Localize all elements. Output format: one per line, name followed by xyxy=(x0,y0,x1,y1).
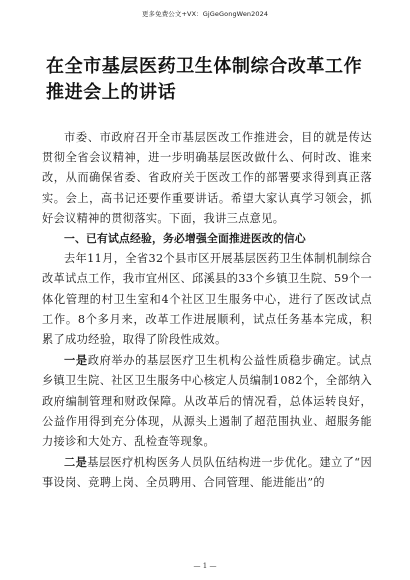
paragraph-point-one xyxy=(42,350,372,452)
point-two-lead: 二是 xyxy=(64,455,88,470)
header-note: 更多免费公文+VX：GjGeGongWen2024 xyxy=(141,10,269,18)
document-title: 在全市基层医药卫生体制综合改革工作推进会上的讲话 xyxy=(46,56,363,103)
document-body xyxy=(42,128,372,494)
page-number: — 1 — xyxy=(193,562,217,570)
intro-paragraph: 市委、市政府召开全市基层医改工作推进会，目的就是传达贯彻全省会议精神，进一步明确基层医改做什么、何时改、谁来改，从而确保省委、省政府关于医改工作的部署要求得到真正落实。会上，高书记还要作重要讲话。希望大家认真学习领会，抓好会议精神的贯彻落实。下面，我讲三点意见。 xyxy=(42,131,372,225)
paragraph-pilot-overview: 去年11月，全省32个县市区开展基层医药卫生体制机制综合改革试点工作，我市宜州区、邱溪县的33个乡镇卫生院、59个一体化管理的村卫生室和4个社区卫生服务中心，进行了医改试点工作。8个多月来，改革工作进展顺利，试点任务基本完成，积累了成功经验，取得了阶段性成效。 xyxy=(42,252,372,347)
point-two-text: 基层医疗机构医务人员队伍结构进一步优化。建立了“因事设岗、竞聘上岗、全员聘用、合同管理、能进能出”的 xyxy=(42,456,372,490)
paragraph-point-two xyxy=(42,452,372,493)
point-one-text: 政府举办的基层医疗卫生机构公益性质稳步确定。试点乡镇卫生院、社区卫生服务中心核定人员编制1082个，全部纳入政府编制管理和财政保障。从改革后的情况看，总体运转良好，公益作用得到充分体现，从源头上遏制了超范围执业、超服务能力接诊和大处方、乱检查等现象。 xyxy=(42,354,372,449)
section-heading-1: 一、已有试点经验，务必增强全面推进医改的信心 xyxy=(64,232,306,246)
point-one-lead: 一是 xyxy=(64,353,88,368)
